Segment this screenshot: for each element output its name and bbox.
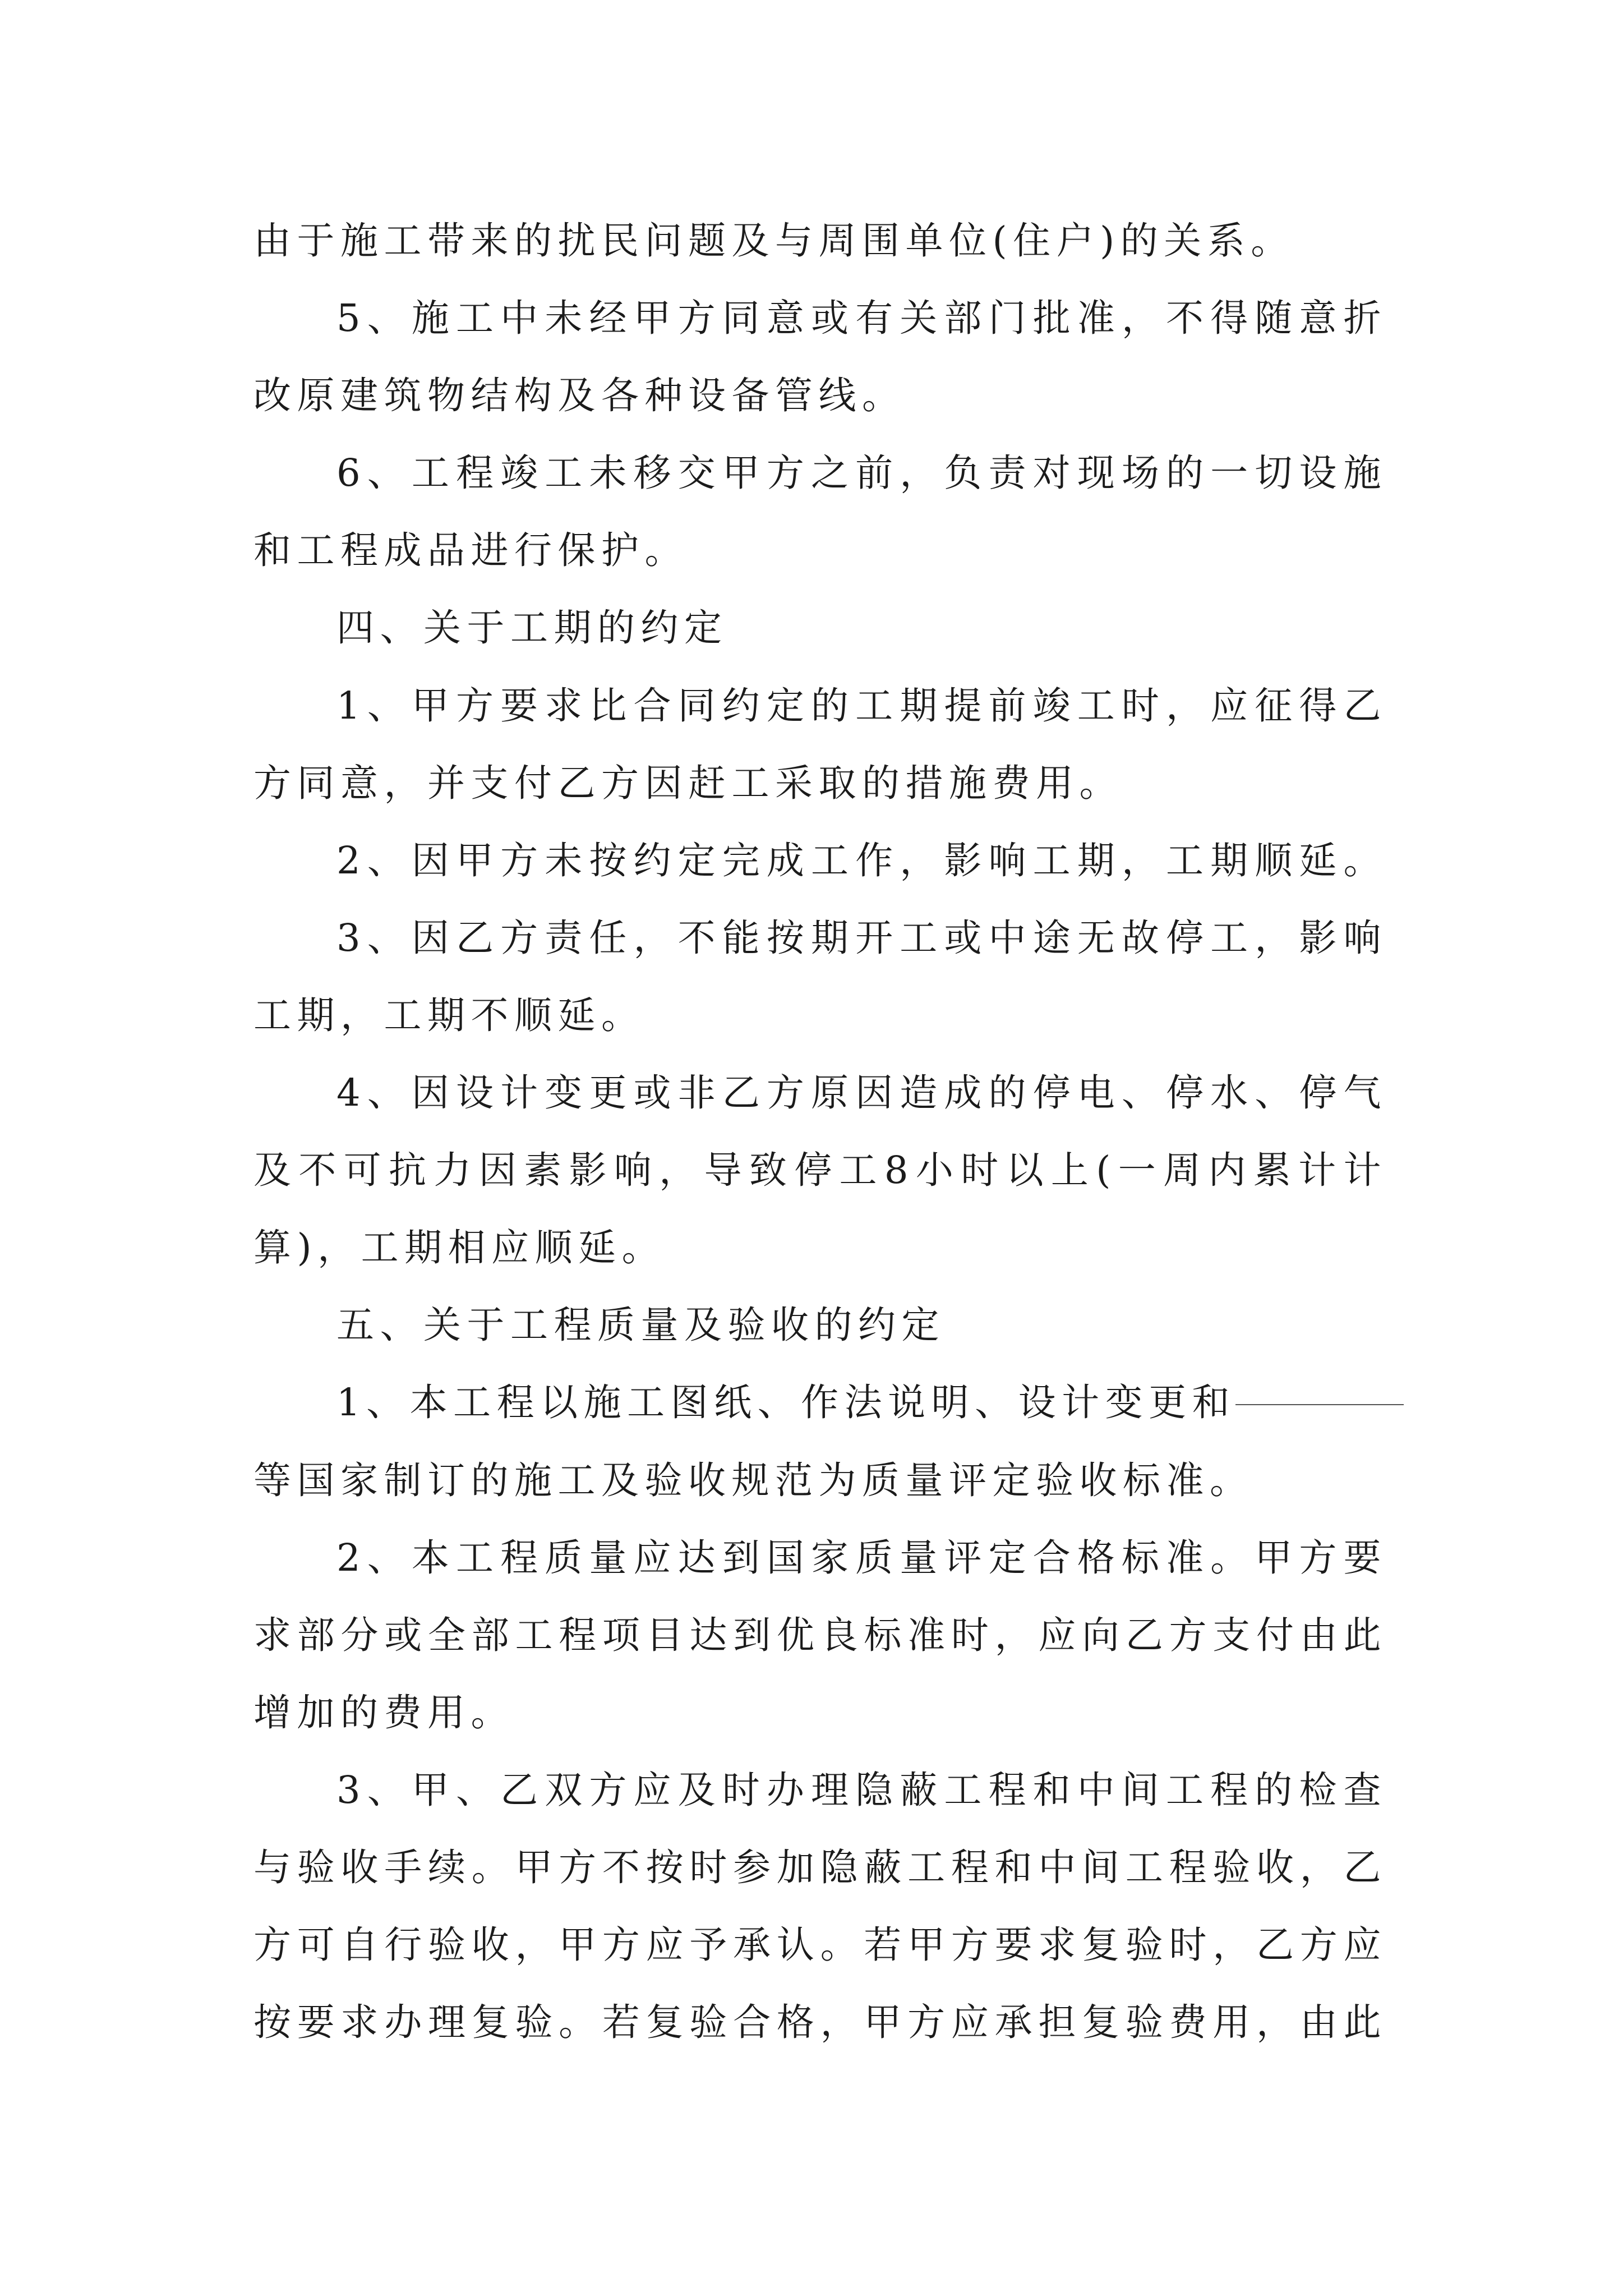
- paragraph-line: 3、甲、乙双方应及时办理隐蔽工程和中间工程的检查: [336, 1768, 1387, 1812]
- paragraph-line: [253, 1364, 1387, 1441]
- paragraph-line: 6、工程竣工未移交甲方之前，负责对现场的一切设施: [336, 451, 1387, 495]
- paragraph-line: 与验收手续。甲方不按时参加隐蔽工程和中间工程验收，乙: [253, 1845, 1387, 1889]
- paragraph-line: 2、因甲方未按约定完成工作，影响工期，工期顺延。: [336, 838, 1387, 882]
- paragraph-line: 按要求办理复验。若复验合格，甲方应承担复验费用，由此: [253, 2000, 1387, 2045]
- paragraph-line: 算)，工期相应顺延。: [253, 1226, 666, 1270]
- paragraph-line: 方同意，并支付乙方因赶工采取的措施费用。: [253, 761, 1123, 805]
- paragraph-line: 1、甲方要求比合同约定的工期提前竣工时，应征得乙: [336, 683, 1387, 728]
- section-heading: 四、关于工期的约定: [336, 606, 728, 650]
- paragraph-line: 工期，工期不顺延。: [253, 993, 645, 1037]
- blank-underline: [1235, 1404, 1404, 1405]
- paragraph-line-text: 1、本工程以施工图纸、作法说明、设计变更和: [336, 1381, 1236, 1425]
- paragraph-line: 方可自行验收，甲方应予承认。若甲方要求复验时，乙方应: [253, 1923, 1387, 1967]
- paragraph-line: 增加的费用。: [253, 1690, 514, 1734]
- paragraph-line: 及不可抗力因素影响，导致停工8小时以上(一周内累计计: [253, 1148, 1387, 1193]
- paragraph-line: 等国家制订的施工及验收规范为质量评定验收标准。: [253, 1458, 1253, 1502]
- paragraph-line: 和工程成品进行保护。: [253, 528, 688, 573]
- paragraph-line: 求部分或全部工程项目达到优良标准时，应向乙方支付由此: [253, 1613, 1387, 1657]
- section-heading: 五、关于工程质量及验收的约定: [336, 1303, 945, 1347]
- paragraph-line: 5、施工中未经甲方同意或有关部门批准，不得随意折: [336, 296, 1387, 341]
- paragraph-line: 3、因乙方责任，不能按期开工或中途无故停工，影响: [336, 915, 1387, 960]
- document-body: [253, 202, 1387, 2061]
- paragraph-line: 改原建筑物结构及各种设备管线。: [253, 374, 906, 418]
- paragraph-line: 由于施工带来的扰民问题及与周围单位(住户)的关系。: [253, 219, 1294, 263]
- paragraph-line: 4、因设计变更或非乙方原因造成的停电、停水、停气: [336, 1071, 1387, 1115]
- paragraph-line: 2、本工程质量应达到国家质量评定合格标准。甲方要: [336, 1535, 1387, 1580]
